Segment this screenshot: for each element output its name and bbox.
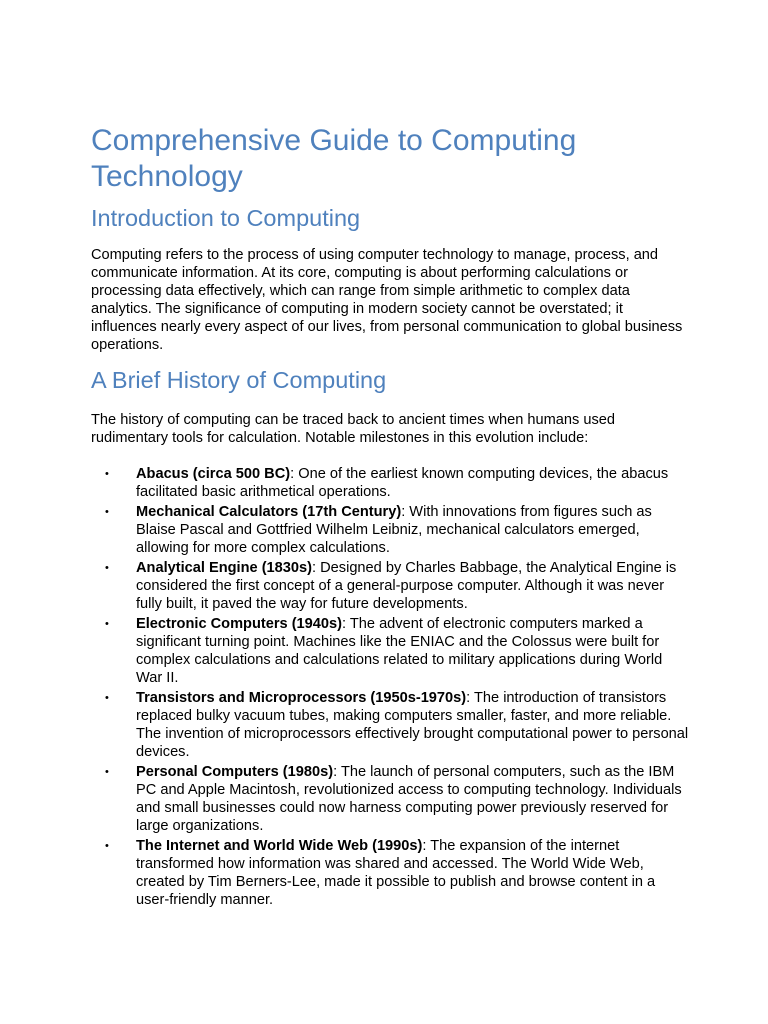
milestone-term: Mechanical Calculators (17th Century): [136, 504, 402, 520]
list-item: [91, 503, 691, 557]
bullet-icon: •: [105, 618, 109, 630]
milestone-text: : The advent of electronic computers marked a significant turning point. Machines like the ENIAC and the Colossus were built for complex calculations and calculations related to military applications during World War II.: [136, 616, 663, 686]
milestone-term: Abacus (circa 500 BC): [136, 466, 291, 482]
introduction-paragraph: Computing refers to the process of using computer technology to manage, process, and communicate information. At its core, computing is about performing calculations or processing data effectively, which can range from simple arithmetic to complex data analytics. The significance of computing in modern society cannot be overstated; it influences nearly every aspect of our lives, from personal communication to global business operations.: [91, 247, 683, 353]
bullet-icon: •: [105, 506, 109, 518]
list-item: [91, 689, 691, 761]
list-item: [91, 465, 691, 501]
section-heading-introduction: Introduction to Computing: [91, 205, 361, 231]
milestone-text: : Designed by Charles Babbage, the Analytical Engine is considered the first concept of a general-purpose computer. Although it was never fully built, it paved the way for future developments.: [136, 560, 677, 612]
document-page: [91, 123, 691, 911]
milestone-term: Analytical Engine (1830s): [136, 560, 313, 576]
milestone-text: : One of the earliest known computing devices, the abacus facilitated basic arithmetical operations.: [136, 466, 669, 500]
milestone-text: : With innovations from figures such as Blaise Pascal and Gottfried Wilhelm Leibniz, mechanical calculators emerged, allowing for more complex calculations.: [136, 504, 652, 556]
milestone-term: Electronic Computers (1940s): [136, 616, 343, 632]
list-item: [91, 559, 691, 613]
bullet-icon: •: [105, 468, 109, 480]
list-item: [91, 837, 691, 909]
milestone-term: Transistors and Microprocessors (1950s-1970s): [136, 690, 467, 706]
bullet-icon: •: [105, 840, 109, 852]
milestone-text: : The expansion of the internet transformed how information was shared and accessed. The World Wide Web, created by Tim Berners-Lee, made it possible to publish and browse content in a user-friendly manner.: [136, 838, 656, 908]
bullet-icon: •: [105, 692, 109, 704]
section-heading-history: A Brief History of Computing: [91, 367, 387, 393]
list-item: [91, 763, 691, 835]
document-title: Comprehensive Guide to Computing Technology: [91, 124, 577, 193]
bullet-icon: •: [105, 766, 109, 778]
history-intro-paragraph: The history of computing can be traced back to ancient times when humans used rudimentary tools for calculation. Notable milestones in this evolution include:: [91, 412, 616, 446]
milestone-text: : The launch of personal computers, such as the IBM PC and Apple Macintosh, revolutionized access to computing technology. Individuals and small businesses could now harness computing power previously reserved for large organizations.: [136, 764, 682, 834]
list-item: [91, 615, 691, 687]
milestone-term: Personal Computers (1980s): [136, 764, 334, 780]
milestone-term: The Internet and World Wide Web (1990s): [136, 838, 423, 854]
milestones-list: [91, 465, 691, 909]
milestone-text: : The introduction of transistors replaced bulky vacuum tubes, making computers smaller, faster, and more reliable. The invention of microprocessors effectively brought computational power to personal devices.: [136, 690, 689, 760]
bullet-icon: •: [105, 562, 109, 574]
